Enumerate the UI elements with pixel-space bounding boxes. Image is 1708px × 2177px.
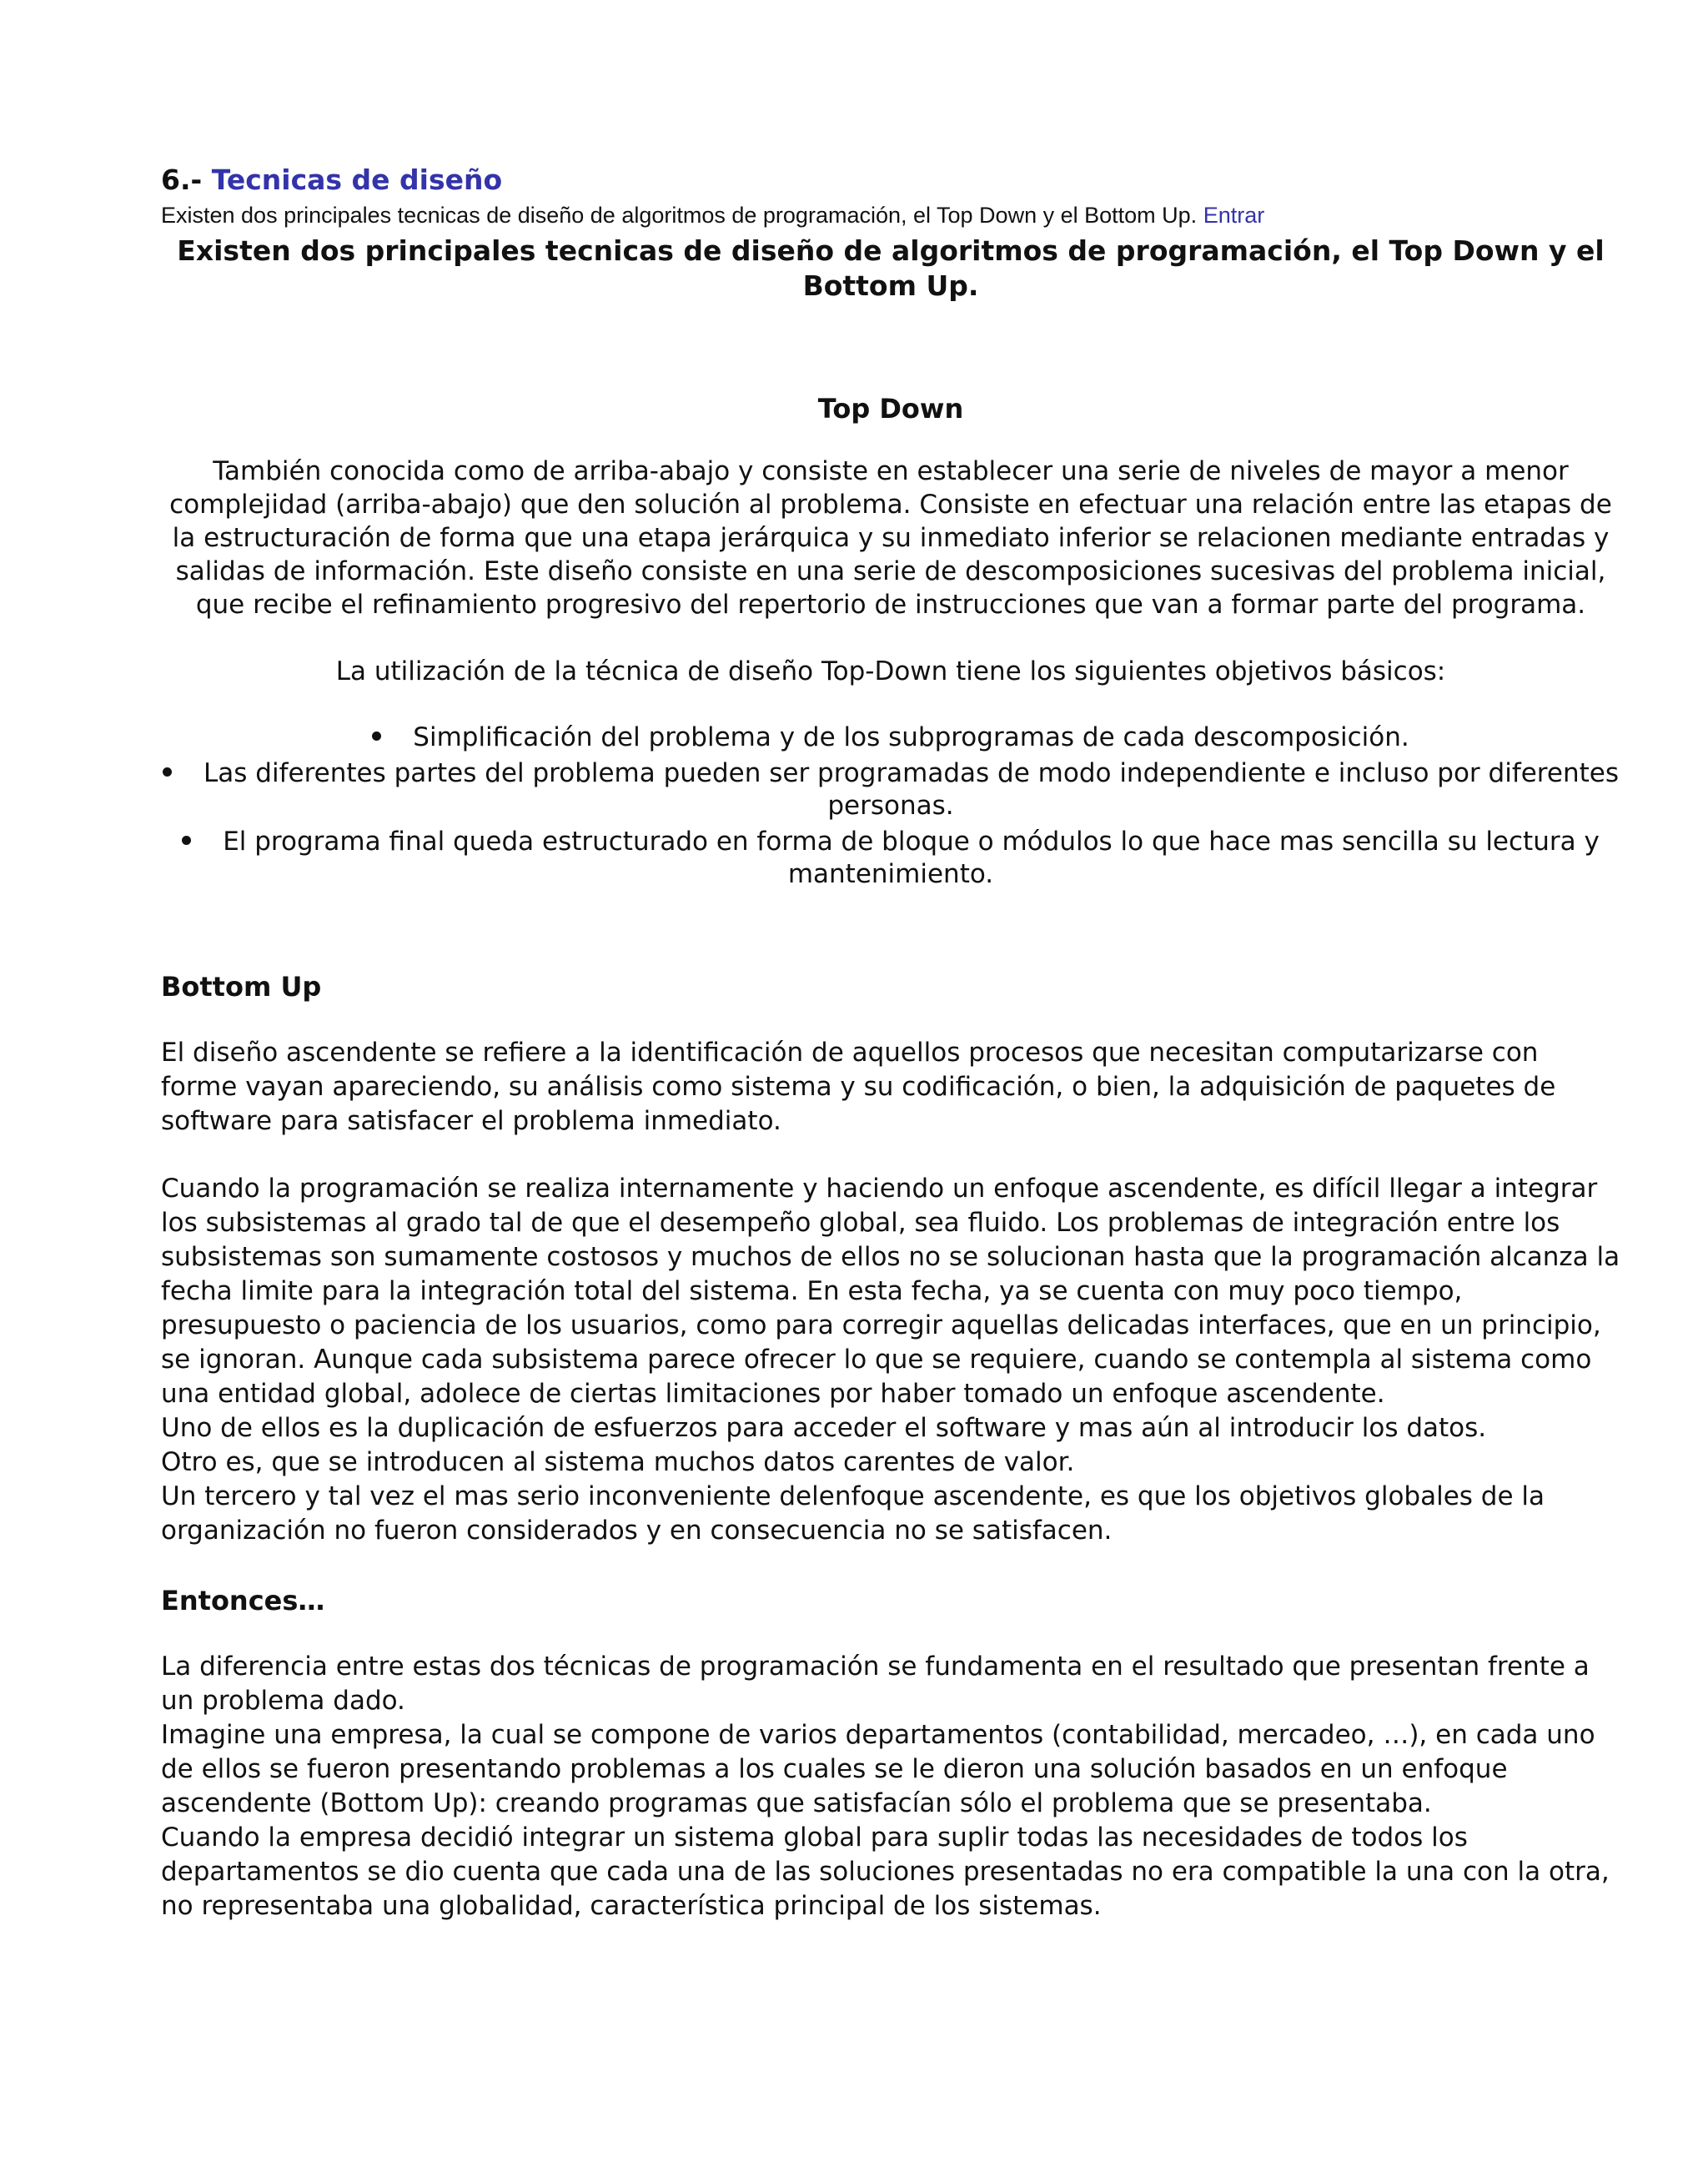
bullet-icon: [182, 836, 191, 845]
entonces-paragraph-3: Cuando la empresa decidió integrar un sistema global para suplir todas las necesidades de todos los departamentos se dio cuenta que cada una de las soluciones presentadas no era compatible la una con la otra, no representaba una globalidad, característica principal de los sistemas.: [161, 1822, 1610, 1921]
list-item: [161, 721, 1620, 754]
bottom-up-paragraph-5: Un tercero y tal vez el mas serio inconveniente delenfoque ascendente, es que los objetivos globales de la organización no fueron considerados y en consecuencia no se satisfacen.: [161, 1481, 1545, 1546]
intro-line: [161, 200, 1620, 230]
bottom-up-paragraph-4: Otro es, que se introducen al sistema muchos datos carentes de valor.: [161, 1446, 1075, 1477]
objectives-list: [161, 721, 1620, 891]
top-down-paragraph: También conocida como de arriba-abajo y consiste en establecer una serie de niveles de mayor a menor complejidad (arriba-abajo) que den solución al problema. Consiste en efectuar una relación entre las etapas de la estructuración de forma que una etapa jerárquica y su inmediato inferior se relacionen mediante entradas y salidas de información. Este diseño consiste en una serie de descomposiciones sucesivas del problema inicial, que recibe el refinamiento progresivo del repertorio de instrucciones que van a formar parte del programa.: [169, 455, 1612, 620]
bottom-up-paragraph-2: Cuando la programación se realiza internamente y haciendo un enfoque ascendente, es difícil llegar a integrar los subsistemas al grado tal de que el desempeño global, sea fluido. Los problemas de integración entre los subsistemas son sumamente costosos y muchos de ellos no se solucionan hasta que la programación alcanza la fecha limite para la integración total del sistema. En esta fecha, ya se cuenta con muy poco tiempo, presupuesto o paciencia de los usuarios, como para corregir aquellas delicadas interfaces, que en un principio, se ignoran. Aunque cada subsistema parece ofrecer lo que se requiere, cuando se contempla al sistema como una entidad global, adolece de ciertas limitaciones por haber tomado un enfoque ascendente.: [161, 1173, 1620, 1409]
document-page: [161, 163, 1620, 1923]
bottom-up-paragraph-1: El diseño ascendente se refiere a la identificación de aquellos procesos que necesitan computarizarse con forme vayan apareciendo, su análisis como sistema y su codificación, o bien, la adquisición de paquetes de software para satisfacer el problema inmediato.: [161, 1037, 1556, 1136]
top-down-heading: Top Down: [817, 392, 964, 425]
section-number: 6.-: [161, 163, 203, 196]
entonces-paragraph-1: La diferencia entre estas dos técnicas de programación se fundamenta en el resultado que presentan frente a un problema dado.: [161, 1651, 1590, 1716]
objective-text: Simplificación del problema y de los subprogramas de cada descomposición.: [413, 721, 1409, 752]
intro-text: Existen dos principales tecnicas de diseño de algoritmos de programación, el Top Down y el Bottom Up.: [161, 202, 1198, 228]
objective-text: Las diferentes partes del problema pueden ser programadas de modo independiente e incluso por diferentes personas.: [203, 757, 1619, 821]
bullet-icon: [163, 767, 172, 777]
objective-text: El programa final queda estructurado en forma de bloque o módulos lo que hace mas sencilla su lectura y mantenimiento.: [223, 826, 1600, 889]
list-item: [161, 757, 1620, 822]
objectives-intro: La utilización de la técnica de diseño Top-Down tiene los siguientes objetivos básicos:: [335, 656, 1446, 686]
entrar-link[interactable]: Entrar: [1203, 202, 1265, 228]
section-heading: [161, 163, 1620, 199]
entonces-heading: Entonces…: [161, 1584, 325, 1616]
bottom-up-heading: Bottom Up: [161, 970, 322, 1003]
list-item: [161, 826, 1620, 891]
lead-statement: Existen dos principales tecnicas de diseño de algoritmos de programación, el Top Down y el Bottom Up.: [177, 234, 1605, 302]
bullet-icon: [372, 732, 381, 741]
bottom-up-paragraph-3: Uno de ellos es la duplicación de esfuerzos para acceder el software y mas aún al introducir los datos.: [161, 1412, 1487, 1443]
section-title-link[interactable]: Tecnicas de diseño: [211, 163, 503, 196]
entonces-paragraph-2: Imagine una empresa, la cual se compone de varios departamentos (contabilidad, mercadeo, …), en cada uno de ellos se fueron presentando problemas a los cuales se le dieron una solución basados en un enfoque ascendente (Bottom Up): creando programas que satisfacían sólo el problema que se presentaba.: [161, 1719, 1595, 1818]
